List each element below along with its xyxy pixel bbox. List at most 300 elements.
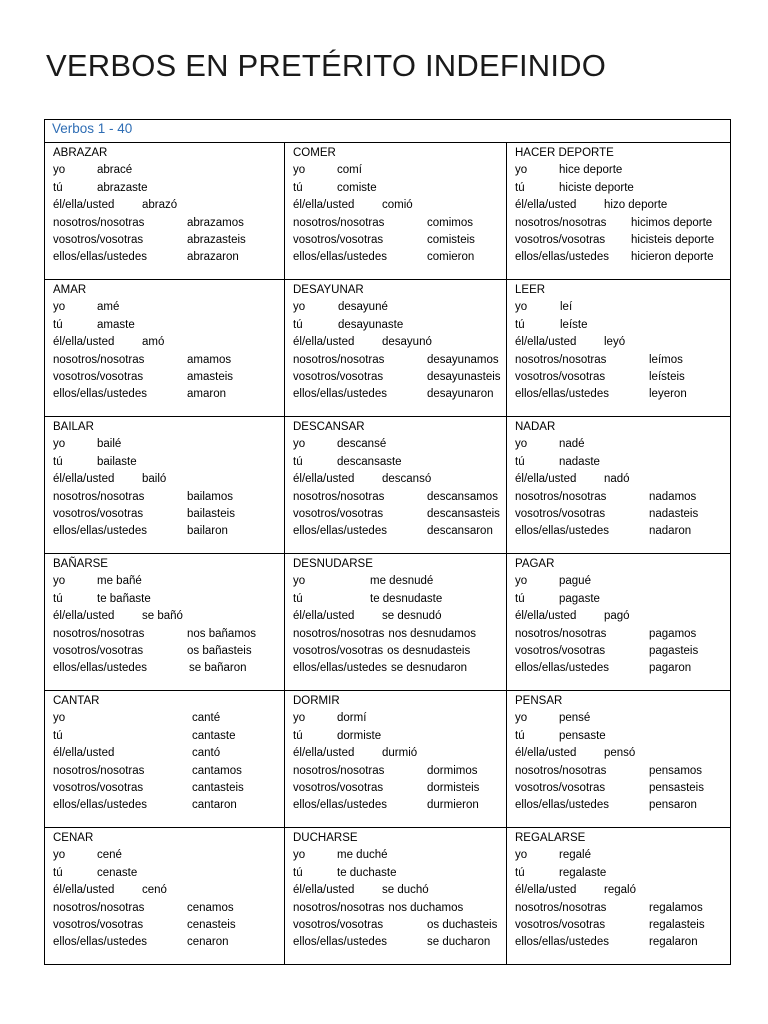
subject-pronoun: yo [53, 712, 66, 725]
conjugation-line [53, 763, 284, 780]
conjugated-form: desayunaste [338, 318, 404, 331]
verb-row [45, 828, 731, 965]
conjugated-form: cantaron [192, 799, 237, 812]
subject-pronoun: nosotros/nosotras [293, 627, 385, 640]
conjugated-form: regaló [604, 884, 636, 897]
subject-pronoun: yo [53, 438, 66, 451]
subject-pronoun: nosotros/nosotras [53, 490, 145, 503]
subject-pronoun: ellos/ellas/ustedes [53, 936, 147, 949]
conjugation-line [293, 865, 506, 882]
conjugation-line [515, 660, 730, 677]
verb-cell [45, 143, 285, 280]
conjugated-form: pensé [559, 712, 591, 725]
conjugation-line [293, 934, 506, 951]
subject-pronoun: tú [515, 592, 525, 605]
verb-row [45, 417, 731, 554]
verb-infinitive: CANTAR [53, 695, 100, 707]
conjugated-form: pensó [604, 747, 636, 760]
subject-pronoun: vosotros/vosotras [293, 781, 384, 794]
conjugated-form: amó [142, 336, 165, 349]
conjugation-line [53, 352, 284, 369]
subject-pronoun: nosotros/nosotras [293, 353, 385, 366]
conjugation-line [293, 608, 506, 625]
subject-pronoun: ellos/ellas/ustedes [515, 251, 609, 264]
verb-cell [507, 691, 731, 828]
conjugation-line [53, 471, 284, 488]
conjugated-form: regalaste [559, 866, 607, 879]
conjugated-form: dormimos [427, 764, 478, 777]
verb-cell [507, 143, 731, 280]
conjugation-line [293, 917, 506, 934]
conjugation-line [53, 506, 284, 523]
verb-cell [507, 417, 731, 554]
conjugated-form: regalaron [649, 936, 698, 949]
conjugation-line [515, 197, 730, 214]
conjugated-form: bailamos [187, 490, 234, 503]
subject-pronoun: yo [293, 164, 306, 177]
subject-pronoun: ellos/ellas/ustedes [53, 662, 147, 675]
subject-pronoun: tú [53, 729, 63, 742]
conjugation-line [293, 369, 506, 386]
conjugation-line [515, 386, 730, 403]
conjugated-form: amaron [187, 388, 226, 401]
conjugated-form: cantamos [192, 764, 242, 777]
conjugated-form: bailasteis [187, 507, 235, 520]
conjugated-form: canté [192, 712, 221, 725]
conjugated-form: bailaron [187, 525, 228, 538]
conjugated-form: amamos [187, 353, 232, 366]
conjugation-line [293, 249, 506, 266]
conjugated-form: cenaron [187, 936, 229, 949]
conjugation-line [53, 780, 284, 797]
conjugation-line [293, 317, 506, 334]
conjugation-line [53, 180, 284, 197]
conjugation-line [515, 780, 730, 797]
conjugated-form: nos duchamos [388, 901, 464, 914]
subject-pronoun: tú [293, 455, 303, 468]
conjugated-form: dormiste [337, 729, 382, 742]
conjugation-line [293, 728, 506, 745]
conjugated-form: regalasteis [649, 918, 705, 931]
conjugated-form: comiste [337, 181, 377, 194]
conjugation-line [293, 797, 506, 814]
subject-pronoun: ellos/ellas/ustedes [515, 936, 609, 949]
subject-pronoun: él/ella/usted [53, 473, 115, 486]
subject-pronoun: yo [293, 849, 306, 862]
conjugation-line [293, 197, 506, 214]
subject-pronoun: tú [293, 729, 303, 742]
subject-pronoun: yo [515, 575, 528, 588]
conjugation-line [53, 215, 284, 232]
subject-pronoun: tú [53, 318, 63, 331]
conjugation-line [293, 643, 506, 660]
conjugation-line [515, 763, 730, 780]
subject-pronoun: tú [515, 318, 525, 331]
conjugation-line [53, 917, 284, 934]
subject-pronoun: yo [515, 438, 528, 451]
conjugated-form: pensasteis [649, 781, 704, 794]
conjugated-form: te bañaste [97, 592, 151, 605]
conjugation-line [293, 780, 506, 797]
subject-pronoun: vosotros/vosotras [515, 918, 606, 931]
subject-pronoun: nosotros/nosotras [515, 627, 607, 640]
conjugated-form: nos bañamos [187, 627, 257, 640]
conjugation-line [293, 882, 506, 899]
conjugated-form: bailó [142, 473, 167, 486]
conjugation-line [293, 471, 506, 488]
conjugation-line [53, 865, 284, 882]
subject-pronoun: ellos/ellas/ustedes [515, 662, 609, 675]
conjugation-line [515, 608, 730, 625]
subject-pronoun: vosotros/vosotras [53, 507, 144, 520]
subject-pronoun: vosotros/vosotras [293, 233, 384, 246]
conjugation-line [53, 436, 284, 453]
subject-pronoun: tú [293, 592, 303, 605]
table-header: Verbos 1 - 40 [45, 120, 731, 143]
subject-pronoun: vosotros/vosotras [53, 233, 144, 246]
subject-pronoun: ellos/ellas/ustedes [53, 251, 147, 264]
conjugation-line [53, 745, 284, 762]
verb-cell [507, 554, 731, 691]
conjugated-form: hizo deporte [604, 199, 668, 212]
verb-infinitive: BAÑARSE [53, 558, 108, 570]
conjugation-line [293, 215, 506, 232]
conjugated-form: te duchaste [337, 866, 397, 879]
conjugated-form: nadasteis [649, 507, 699, 520]
subject-pronoun: tú [515, 729, 525, 742]
conjugated-form: cenaste [97, 866, 138, 879]
conjugated-form: cenó [142, 884, 167, 897]
conjugated-form: os bañasteis [187, 644, 252, 657]
verb-infinitive: DESCANSAR [293, 421, 365, 433]
verb-infinitive: DESAYUNAR [293, 284, 364, 296]
conjugation-line [293, 489, 506, 506]
conjugation-line [53, 660, 284, 677]
conjugation-line [53, 591, 284, 608]
subject-pronoun: nosotros/nosotras [53, 216, 145, 229]
conjugation-line [293, 180, 506, 197]
conjugation-line [515, 506, 730, 523]
subject-pronoun: ellos/ellas/ustedes [293, 799, 387, 812]
verb-cell [285, 280, 507, 417]
conjugated-form: cenasteis [187, 918, 236, 931]
verb-cell [45, 554, 285, 691]
verb-row [45, 554, 731, 691]
verb-row [45, 143, 731, 280]
subject-pronoun: vosotros/vosotras [293, 918, 384, 931]
verb-cell [285, 691, 507, 828]
conjugated-form: descansaste [337, 455, 402, 468]
conjugation-line [515, 232, 730, 249]
conjugation-line [515, 299, 730, 316]
conjugated-form: leímos [649, 353, 683, 366]
conjugation-line [515, 900, 730, 917]
conjugated-form: me desnudé [370, 575, 434, 588]
verb-infinitive: REGALARSE [515, 832, 586, 844]
subject-pronoun: nosotros/nosotras [53, 764, 145, 777]
subject-pronoun: él/ella/usted [293, 884, 355, 897]
subject-pronoun: él/ella/usted [515, 884, 577, 897]
subject-pronoun: él/ella/usted [53, 610, 115, 623]
subject-pronoun: yo [515, 712, 528, 725]
conjugation-line [515, 454, 730, 471]
subject-pronoun: ellos/ellas/ustedes [53, 799, 147, 812]
conjugation-line [293, 523, 506, 540]
conjugated-form: desayunó [382, 336, 432, 349]
conjugation-line [515, 162, 730, 179]
conjugation-line [293, 386, 506, 403]
conjugation-line [293, 591, 506, 608]
conjugation-line [53, 162, 284, 179]
verb-cell [285, 143, 507, 280]
conjugation-line [293, 506, 506, 523]
conjugated-form: cenamos [187, 901, 234, 914]
conjugated-form: comió [382, 199, 413, 212]
conjugation-line [515, 317, 730, 334]
conjugation-line [515, 180, 730, 197]
conjugated-form: abrazó [142, 199, 178, 212]
conjugation-line [293, 847, 506, 864]
conjugation-line [515, 215, 730, 232]
conjugation-line [515, 523, 730, 540]
subject-pronoun: tú [53, 866, 63, 879]
conjugation-line [53, 386, 284, 403]
subject-pronoun: vosotros/vosotras [515, 370, 606, 383]
conjugated-form: cené [97, 849, 122, 862]
conjugation-line [515, 249, 730, 266]
conjugated-form: nos desnudamos [388, 627, 477, 640]
conjugated-form: leísteis [649, 370, 685, 383]
subject-pronoun: vosotros/vosotras [53, 370, 144, 383]
conjugation-line [53, 197, 284, 214]
conjugation-line [515, 573, 730, 590]
subject-pronoun: nosotros/nosotras [515, 353, 607, 366]
verb-cell [285, 554, 507, 691]
conjugation-line [293, 436, 506, 453]
subject-pronoun: él/ella/usted [53, 747, 115, 760]
conjugation-line [515, 436, 730, 453]
conjugation-line [53, 369, 284, 386]
conjugation-line [515, 643, 730, 660]
conjugation-line [293, 232, 506, 249]
conjugation-line [515, 591, 730, 608]
conjugation-line [53, 797, 284, 814]
conjugated-form: descansó [382, 473, 432, 486]
conjugation-line [515, 710, 730, 727]
subject-pronoun: nosotros/nosotras [293, 764, 385, 777]
subject-pronoun: nosotros/nosotras [515, 764, 607, 777]
table-header-row [45, 120, 731, 143]
conjugated-form: abracé [97, 164, 133, 177]
conjugated-form: comí [337, 164, 362, 177]
subject-pronoun: tú [293, 866, 303, 879]
conjugation-line [515, 865, 730, 882]
conjugation-line [293, 299, 506, 316]
conjugated-form: pagamos [649, 627, 697, 640]
subject-pronoun: él/ella/usted [53, 884, 115, 897]
conjugation-line [515, 489, 730, 506]
verb-cell [285, 417, 507, 554]
conjugated-form: abrazaron [187, 251, 239, 264]
verb-infinitive: COMER [293, 147, 336, 159]
page-title: VERBOS EN PRETÉRITO INDEFINIDO [46, 48, 607, 83]
conjugated-form: regalamos [649, 901, 703, 914]
conjugated-form: hicieron deporte [631, 251, 714, 264]
conjugation-line [53, 232, 284, 249]
verb-cell [507, 280, 731, 417]
subject-pronoun: vosotros/vosotras [53, 781, 144, 794]
conjugated-form: hicimos deporte [631, 216, 713, 229]
conjugated-form: cantó [192, 747, 221, 760]
conjugated-form: regalé [559, 849, 591, 862]
subject-pronoun: vosotros/vosotras [293, 644, 384, 657]
verb-infinitive: AMAR [53, 284, 87, 296]
conjugated-form: pagó [604, 610, 630, 623]
subject-pronoun: ellos/ellas/ustedes [293, 251, 387, 264]
conjugation-line [53, 728, 284, 745]
conjugated-form: pensaste [559, 729, 606, 742]
subject-pronoun: nosotros/nosotras [515, 490, 607, 503]
conjugated-form: cantaste [192, 729, 236, 742]
verb-infinitive: BAILAR [53, 421, 94, 433]
verb-infinitive: PENSAR [515, 695, 563, 707]
subject-pronoun: él/ella/usted [515, 336, 577, 349]
conjugation-line [515, 369, 730, 386]
conjugation-line [293, 763, 506, 780]
conjugated-form: nadaste [559, 455, 600, 468]
subject-pronoun: él/ella/usted [293, 199, 355, 212]
subject-pronoun: nosotros/nosotras [293, 216, 385, 229]
conjugated-form: hice deporte [559, 164, 623, 177]
conjugated-form: bailé [97, 438, 122, 451]
conjugated-form: nadé [559, 438, 585, 451]
conjugated-form: abrazaste [97, 181, 148, 194]
verb-infinitive: LEER [515, 284, 546, 296]
conjugated-form: comimos [427, 216, 474, 229]
conjugation-line [293, 454, 506, 471]
verb-infinitive: NADAR [515, 421, 556, 433]
conjugated-form: os duchasteis [427, 918, 498, 931]
verb-cell [45, 417, 285, 554]
conjugated-form: pensamos [649, 764, 703, 777]
conjugation-line [293, 162, 506, 179]
conjugation-line [53, 317, 284, 334]
conjugated-form: se bañó [142, 610, 183, 623]
conjugated-form: durmió [382, 747, 418, 760]
subject-pronoun: vosotros/vosotras [293, 507, 384, 520]
conjugation-line [293, 334, 506, 351]
subject-pronoun: nosotros/nosotras [53, 901, 145, 914]
subject-pronoun: vosotros/vosotras [515, 781, 606, 794]
conjugated-form: abrazasteis [187, 233, 246, 246]
conjugation-line [293, 660, 506, 677]
subject-pronoun: ellos/ellas/ustedes [53, 525, 147, 538]
conjugated-form: amaste [97, 318, 135, 331]
verb-cell [45, 280, 285, 417]
conjugation-line [53, 249, 284, 266]
conjugated-form: leyeron [649, 388, 687, 401]
conjugation-line [293, 573, 506, 590]
subject-pronoun: él/ella/usted [53, 336, 115, 349]
conjugation-line [515, 334, 730, 351]
subject-pronoun: él/ella/usted [515, 610, 577, 623]
conjugated-form: comisteis [427, 233, 475, 246]
subject-pronoun: él/ella/usted [293, 610, 355, 623]
subject-pronoun: yo [53, 575, 66, 588]
conjugation-line [53, 454, 284, 471]
subject-pronoun: yo [293, 301, 306, 314]
conjugation-line [515, 882, 730, 899]
conjugated-form: hiciste deporte [559, 181, 634, 194]
subject-pronoun: tú [53, 181, 63, 194]
subject-pronoun: vosotros/vosotras [53, 644, 144, 657]
conjugated-form: se bañaron [189, 662, 247, 675]
subject-pronoun: él/ella/usted [293, 336, 355, 349]
conjugation-line [515, 471, 730, 488]
conjugation-line [515, 934, 730, 951]
conjugation-line [53, 643, 284, 660]
conjugated-form: nadaron [649, 525, 692, 538]
conjugated-form: abrazamos [187, 216, 244, 229]
conjugated-form: se desnudó [382, 610, 442, 623]
verb-row [45, 691, 731, 828]
conjugated-form: descansamos [427, 490, 498, 503]
verb-table [44, 119, 731, 965]
conjugated-form: os desnudasteis [387, 644, 471, 657]
conjugated-form: se desnudaron [390, 662, 468, 675]
conjugation-line [53, 489, 284, 506]
conjugation-line [53, 523, 284, 540]
subject-pronoun: tú [53, 592, 63, 605]
conjugated-form: desayunaron [427, 388, 494, 401]
conjugated-form: me bañé [97, 575, 142, 588]
conjugated-form: cantasteis [192, 781, 244, 794]
conjugated-form: dormí [337, 712, 367, 725]
conjugation-line [53, 334, 284, 351]
conjugated-form: descansaron [427, 525, 493, 538]
conjugated-form: pagaron [649, 662, 692, 675]
conjugation-line [53, 900, 284, 917]
conjugated-form: dormisteis [427, 781, 480, 794]
subject-pronoun: él/ella/usted [293, 473, 355, 486]
conjugated-form: pagué [559, 575, 591, 588]
subject-pronoun: yo [293, 575, 306, 588]
verb-infinitive: HACER DEPORTE [515, 147, 614, 159]
conjugated-form: desayuné [338, 301, 388, 314]
subject-pronoun: vosotros/vosotras [515, 644, 606, 657]
conjugation-line [53, 847, 284, 864]
subject-pronoun: vosotros/vosotras [53, 918, 144, 931]
subject-pronoun: nosotros/nosotras [515, 901, 607, 914]
conjugation-line [53, 934, 284, 951]
subject-pronoun: él/ella/usted [53, 199, 115, 212]
conjugation-line [515, 847, 730, 864]
verb-cell [45, 691, 285, 828]
conjugated-form: pagasteis [649, 644, 699, 657]
subject-pronoun: tú [293, 181, 303, 194]
conjugation-line [293, 626, 506, 643]
subject-pronoun: nosotros/nosotras [293, 901, 385, 914]
subject-pronoun: tú [515, 181, 525, 194]
subject-pronoun: yo [293, 438, 306, 451]
conjugated-form: me duché [337, 849, 388, 862]
subject-pronoun: ellos/ellas/ustedes [293, 662, 387, 675]
conjugated-form: durmieron [427, 799, 479, 812]
subject-pronoun: él/ella/usted [515, 747, 577, 760]
conjugation-line [515, 728, 730, 745]
subject-pronoun: yo [515, 164, 528, 177]
conjugated-form: desayunasteis [427, 370, 501, 383]
